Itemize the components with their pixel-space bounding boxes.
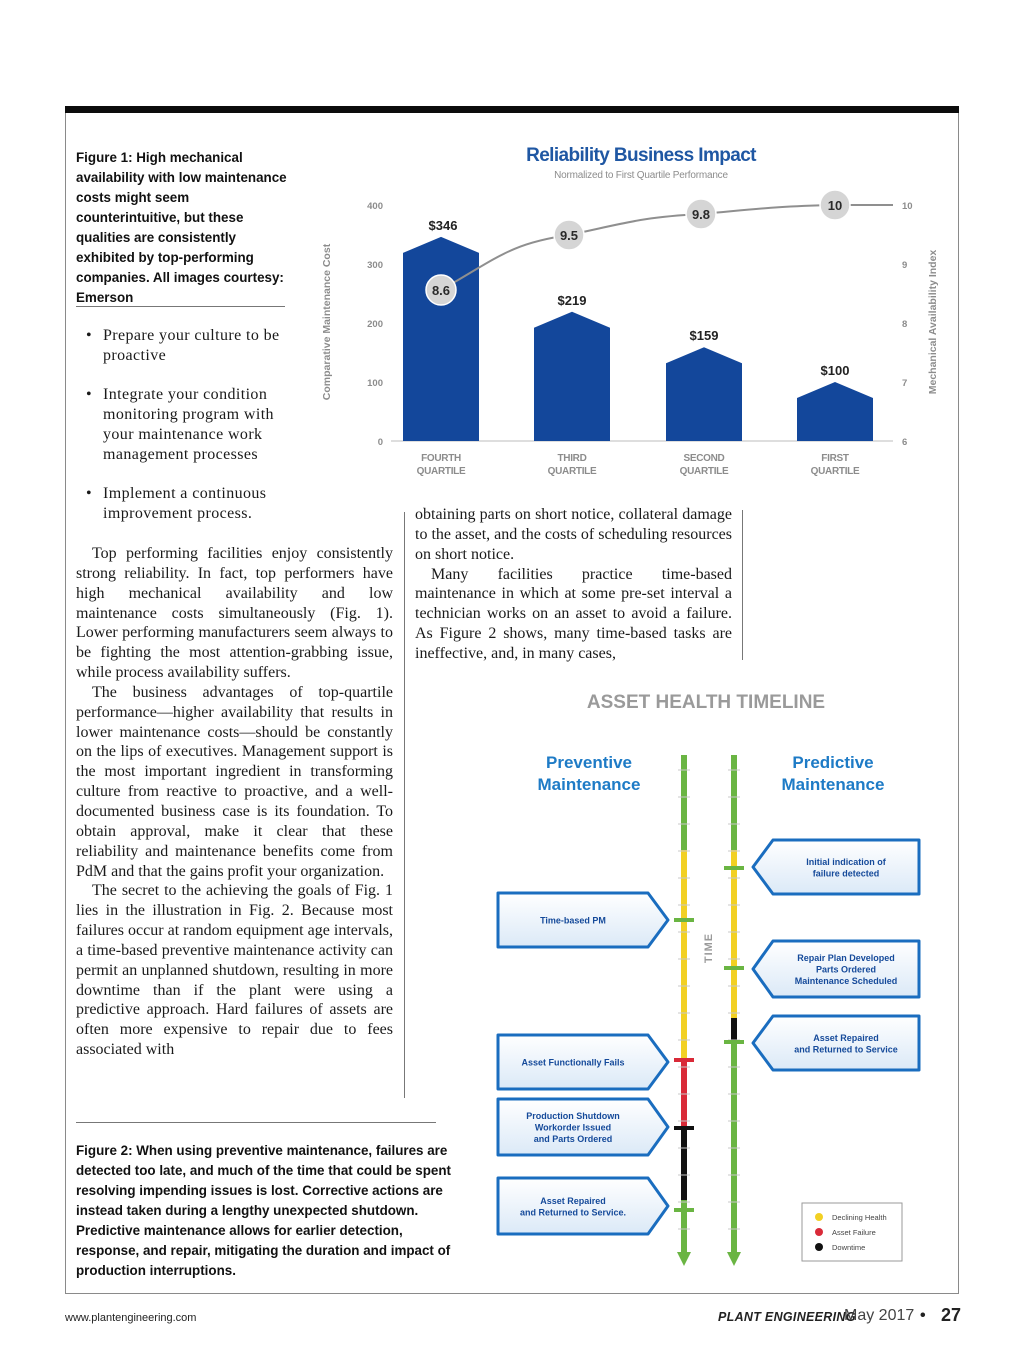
- bar-value-label: $159: [689, 328, 719, 344]
- preventive-track-arrowhead: [677, 1252, 691, 1266]
- body-paragraph: obtaining parts on short notice, collateral damage to the asset, and the costs of scheduling resources on short notice.: [415, 506, 732, 563]
- x-tick-label: FOURTH: [421, 453, 461, 464]
- x-tick-label: THIRD: [557, 453, 587, 464]
- bullet-item: • Prepare your culture to be proactive: [86, 326, 296, 366]
- predictive-event-box-text: Repair Plan Developed: [797, 953, 895, 963]
- y-tick-label: 400: [367, 201, 383, 212]
- preventive-event-box: [498, 1178, 668, 1234]
- legend-swatch: [815, 1228, 823, 1236]
- figure-1-caption: Figure 1: High mechanical availability with low maintenance costs might seem counterintuitive, but these qualities are consistently exhibited by top-performing companies. All images courtesy: Emerson: [76, 150, 287, 305]
- legend-swatch: [815, 1213, 823, 1221]
- y-axis-label: Comparative Maintenance Cost: [321, 243, 333, 401]
- bullet-item: • Integrate your condition monitoring program with your maintenance work management processes: [86, 385, 296, 464]
- y-tick-label: 0: [377, 437, 383, 448]
- predictive-track-arrowhead: [727, 1252, 741, 1266]
- body-paragraph: The business advantages of top-quartile performance—higher availability that results in lower maintenance costs—should be constantly on the lips of executives. Management support is the most important ingredient in transforming culture from reactive to proactive, and a well-documented business case is its foundation. To obtain approval, make it clear that these reliability and maintenance benefits come from PdM and that the gains profit your organization.: [76, 683, 393, 880]
- x-tick-label: QUARTILE: [810, 466, 860, 477]
- preventive-heading: Maintenance: [537, 775, 641, 794]
- footer-publication: PLANT ENGINEERING: [718, 1310, 856, 1324]
- bar-value-label: $100: [820, 363, 850, 378]
- preventive-event-box-text: and Parts Ordered: [533, 1134, 613, 1144]
- body-paragraph: The secret to the achieving the goals of Fig. 1 lies in the illustration in Fig. 2. Because most failures occur at random equipment age intervals, a time-based preventive maintenance activity can permit an unplanned shutdown, resulting in more downtime than if the plant were using a predictive approach. Hard failures of assets are often more expensive to repair due to fees associated with: [76, 882, 393, 1059]
- y2-tick-label: 8: [902, 319, 908, 330]
- availability-value-label: 8.6: [431, 283, 451, 298]
- body-paragraph: Top performing facilities enjoy consistently strong reliability. In fact, top performers have high mechanical availability and low maintenance costs simultaneously (Fig. 1). Lower performing manufacturers seem always to be fighting the most attention-grabbing issue, while process availability suffers.: [76, 545, 393, 682]
- x-tick-label: QUARTILE: [416, 466, 466, 477]
- predictive-heading: Maintenance: [781, 775, 885, 794]
- chart-subtitle: Normalized to First Quartile Performance: [554, 170, 728, 181]
- x-tick-label: QUARTILE: [547, 466, 597, 477]
- preventive-event-box-text: Asset Functionally Fails: [521, 1057, 625, 1068]
- y2-tick-label: 6: [902, 437, 908, 448]
- predictive-event-box-text: and Returned to Service: [794, 1044, 898, 1055]
- y-tick-label: 100: [367, 378, 383, 389]
- body-paragraph: Many facilities practice time-based maintenance in which at some pre-set interval a technician works on an asset to avoid a failure. As Figure 2 shows, many time-based tasks are ineffective, and, in many cases,: [415, 565, 732, 662]
- x-tick-label: SECOND: [683, 453, 725, 464]
- bar-value-label: $346: [428, 217, 458, 233]
- time-axis-label: TIME: [703, 932, 715, 964]
- legend-label: Asset Failure: [832, 1228, 876, 1237]
- y2-tick-label: 10: [902, 201, 913, 212]
- predictive-event-box: [753, 1016, 919, 1070]
- predictive-event-box-text: Asset Repaired: [813, 1032, 879, 1043]
- caption-divider: [76, 1122, 436, 1123]
- preventive-event-box-text: Time-based PM: [540, 915, 606, 926]
- predictive-event-box: [753, 840, 919, 894]
- footer-url: www.plantengineering.com: [65, 1312, 197, 1324]
- y-tick-label: 300: [367, 260, 383, 271]
- timeline-title: ASSET HEALTH TIMELINE: [586, 692, 826, 713]
- preventive-event-box-text: Asset Repaired: [540, 1195, 606, 1206]
- preventive-event-box-text: Workorder Issued: [534, 1122, 612, 1133]
- footer-date: May 2017: [844, 1307, 915, 1324]
- legend-label: Declining Health: [832, 1213, 887, 1222]
- y2-axis-label: Mechanical Availability Index: [927, 249, 939, 395]
- x-tick-label: FIRST: [821, 453, 849, 464]
- x-tick-label: QUARTILE: [679, 466, 729, 477]
- predictive-heading: Predictive: [792, 753, 874, 772]
- preventive-heading: Preventive: [546, 753, 632, 772]
- bar-value-label: $219: [557, 292, 587, 308]
- y-tick-label: 200: [367, 319, 383, 330]
- predictive-event-box-text: Parts Ordered: [815, 964, 877, 975]
- predictive-event-box-text: failure detected: [812, 868, 880, 879]
- availability-value-label: 9.8: [691, 207, 711, 222]
- footer-separator: •: [920, 1307, 926, 1324]
- bullet-item: • Implement a continuous improvement process.: [86, 484, 296, 524]
- y2-tick-label: 9: [902, 260, 908, 271]
- predictive-event-box-text: Initial indication of: [806, 856, 886, 867]
- availability-value-label: 9.5: [559, 228, 579, 243]
- predictive-event-box-text: Maintenance Scheduled: [794, 976, 898, 986]
- chart-title: Reliability Business Impact: [526, 145, 756, 166]
- availability-value-label: 10: [827, 198, 843, 213]
- figure-2-caption: Figure 2: When using preventive maintenance, failures are detected too late, and much of the time that could be spent resolving impending issues is lost. Corrective actions are instead taken during a lengthy unexpected shutdown. Predictive maintenance allows for earlier detection, response, and repair, mitigating the duration and impact of production interruptions.: [76, 1143, 451, 1278]
- page-number: 27: [941, 1305, 962, 1325]
- preventive-event-box-text: Production Shutdown: [526, 1111, 620, 1121]
- legend-label: Downtime: [832, 1243, 866, 1252]
- y2-tick-label: 7: [902, 378, 908, 389]
- preventive-event-box-text: and Returned to Service.: [519, 1207, 627, 1218]
- legend-swatch: [815, 1243, 823, 1251]
